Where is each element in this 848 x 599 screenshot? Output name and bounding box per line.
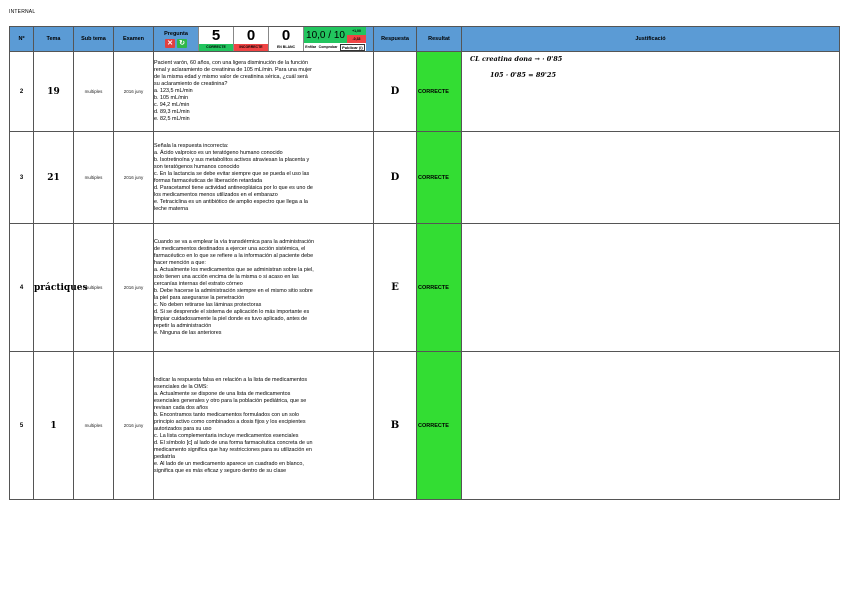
header-pregunta — [154, 27, 374, 52]
table-row — [10, 224, 840, 352]
question-line: significa que es más eficaz y seguro dentro de su clase — [154, 467, 287, 474]
table-row — [10, 352, 840, 500]
question-line: b. 105 mL/min — [154, 95, 189, 101]
question-line: b. Isotretinoína y sus metabolitos activos atraviesan la placenta y — [154, 156, 310, 163]
question-line: medicamento significa que hay restricciones para su utilización en — [154, 446, 312, 453]
question-line: esenciales generales y otro para la población pediátrica, que se — [154, 397, 307, 404]
score-minus[interactable]: -0,33 — [347, 35, 366, 43]
resultat-label: CORRECTE — [418, 174, 449, 181]
question-line: e. Tetraciclina es un antibiótico de amplio espectro que llega a la — [154, 198, 308, 205]
correct-count: 5 — [211, 27, 221, 44]
comprobar-label[interactable]: Comprobar — [318, 45, 338, 49]
table-row — [10, 52, 840, 132]
question-line: revisan cada dos años — [154, 404, 208, 411]
header-justificacio[interactable]: Justificació — [462, 27, 840, 52]
header-subtema[interactable]: Sub tema — [74, 27, 114, 52]
question-line: a. Actualmente se dispone de una lista de medicamentos — [154, 390, 291, 397]
header-resultat[interactable]: Resultat — [417, 27, 462, 52]
question-line: e. Ninguna de las anteriores — [154, 329, 222, 336]
row-subtema-cell[interactable]: multiples — [74, 224, 114, 352]
question-line: c. No deben retirarse las láminas protectoras — [154, 301, 262, 308]
header-examen[interactable]: Examen — [114, 27, 154, 52]
question-line: la piel para asegurarse la penetración — [154, 294, 245, 301]
question-line: solo tienen una acción encima de la misma o si acaso en las — [154, 273, 299, 280]
row-question-cell[interactable] — [154, 132, 374, 224]
row-tema-cell[interactable]: 1 — [34, 352, 74, 500]
header-tema[interactable]: Tema — [34, 27, 74, 52]
row-resultat-cell[interactable] — [417, 352, 462, 500]
row-respuesta-cell[interactable]: D — [374, 132, 417, 224]
score-box — [303, 27, 366, 51]
row-examen-cell[interactable]: 2016 juny — [114, 352, 154, 500]
question-line: d. El símbolo [c] al lado de una forma farmacéutica concreta de un — [154, 439, 313, 446]
question-line: Pacient varón, 60 años, con una ligera disminución de la función — [154, 60, 309, 66]
handwritten-note: CL creatina dona → · 0'85 — [470, 55, 563, 63]
row-tema-cell[interactable]: 21 — [34, 132, 74, 224]
question-line: Indicar la respuesta falsa en relación a la lista de medicamentos — [154, 376, 308, 383]
question-line: de medicamentos destinados a ejercer una acción sistémica, el — [154, 245, 306, 252]
header-row — [10, 27, 840, 52]
score-value: 10,0 / 10 — [304, 27, 347, 43]
blank-counter — [268, 27, 303, 51]
blank-caption: EN BLANC — [269, 44, 303, 51]
row-tema-cell[interactable]: 19 — [34, 52, 74, 132]
score-plus[interactable]: +1,00 — [347, 27, 366, 35]
handwritten-note: 105 · 0'85 = 89'25 — [490, 71, 556, 79]
resultat-label: CORRECTE — [418, 88, 449, 95]
resultat-label: CORRECTE — [418, 422, 449, 429]
header-respuesta[interactable]: Respuesta — [374, 27, 417, 52]
question-line: c. 94,2 mL/min — [154, 102, 190, 108]
sheet-classification-label: INTERNAL — [9, 9, 36, 15]
row-tema-cell[interactable]: práctiques — [34, 224, 74, 352]
question-line: b. Debe hacerse la administración siempre en el mismo sitio sobre — [154, 287, 313, 294]
table-row — [10, 132, 840, 224]
question-line: de la misma edad y mismo valor de creatinina sérica, ¿cuál será — [154, 74, 308, 80]
question-line: cercanías internas del estrato córneo — [154, 280, 243, 287]
question-line: b. Encontramos tanto medicamentos formulados con un solo — [154, 411, 300, 418]
incorrect-caption: INCORRECTE — [234, 44, 268, 51]
question-line: d. Paracetamol tiene actividad antineoplásica por lo que es uno de — [154, 184, 313, 191]
row-respuesta-cell[interactable]: E — [374, 224, 417, 352]
question-line: d. Si se desprende el sistema de aplicación lo más importante es — [154, 308, 310, 315]
question-line: farmacéutico en lo que se refiere a la información al paciente debe — [154, 252, 314, 259]
question-line: hacer mención a que: — [154, 259, 206, 266]
row-respuesta-cell[interactable]: D — [374, 52, 417, 132]
row-justificacio-cell[interactable] — [462, 224, 840, 352]
row-examen-cell[interactable]: 2016 juny — [114, 132, 154, 224]
question-line: c. En la lactancia se debe evitar siempre que se pueda el uso las — [154, 170, 310, 177]
row-resultat-cell[interactable] — [417, 132, 462, 224]
question-line: e. 82,5 mL/min — [154, 116, 190, 122]
row-subtema-cell[interactable]: multiples — [74, 52, 114, 132]
row-resultat-cell[interactable] — [417, 224, 462, 352]
question-line: renal y aclaramiento de creatinina de 105 mL/min. Para una mujer — [154, 67, 312, 73]
header-num[interactable]: Nº — [10, 27, 34, 52]
row-question-cell[interactable] — [154, 352, 374, 500]
question-line: su aclaramiento de creatinina? — [154, 81, 228, 87]
question-line: formas farmacéuticas de liberación retardada — [154, 177, 263, 184]
question-line: c. La lista complementaria incluye medicamentos esenciales — [154, 432, 299, 439]
question-line: los medicamentos menos utilizados en el embarazo — [154, 191, 278, 198]
question-line: d. 89,3 mL/min — [154, 109, 190, 115]
question-line: e. Al lado de un medicamento aparece un cuadrado en blanco, — [154, 460, 304, 467]
question-line: principio activo como combinados a dosis fijos y los excipientes — [154, 418, 306, 425]
question-line: leche materna — [154, 205, 189, 212]
row-question-cell[interactable] — [154, 224, 374, 352]
correct-counter — [198, 27, 233, 51]
row-num-cell[interactable]: 2 — [10, 52, 34, 132]
blank-count: 0 — [281, 27, 291, 44]
question-line: a. 123,5 mL/min — [154, 88, 193, 94]
question-line: repetir la administración — [154, 322, 212, 329]
question-line: a. Actualmente los medicamentos que se administran sobre la piel, — [154, 266, 314, 273]
resultat-label: CORRECTE — [418, 284, 449, 291]
row-subtema-cell[interactable]: multiples — [74, 352, 114, 500]
questions-table — [9, 26, 840, 500]
row-subtema-cell[interactable]: multiples — [74, 132, 114, 224]
row-justificacio-cell[interactable] — [462, 132, 840, 224]
publish-button[interactable]: Publicar (i) — [342, 44, 363, 50]
row-justificacio-cell[interactable] — [462, 52, 840, 132]
refresh-icon[interactable]: ↻ — [177, 39, 187, 48]
question-line: esenciales de la OMS: — [154, 383, 208, 390]
question-line: son teratógenos humanos conocido — [154, 163, 240, 170]
correct-caption: CORRECTE — [199, 44, 233, 51]
pregunta-title: Pregunta — [164, 30, 188, 37]
row-num-cell[interactable]: 4 — [10, 224, 34, 352]
enfilar-label[interactable]: Enfilar — [305, 45, 317, 49]
row-question-cell[interactable] — [154, 52, 374, 132]
question-line: autorizados para su uso — [154, 425, 212, 432]
row-examen-cell[interactable]: 2016 juny — [114, 224, 154, 352]
row-examen-cell[interactable]: 2016 juny — [114, 52, 154, 132]
row-respuesta-cell[interactable]: B — [374, 352, 417, 500]
delete-icon[interactable]: ✕ — [165, 39, 175, 48]
row-num-cell[interactable]: 3 — [10, 132, 34, 224]
question-line: Señala la respuesta incorrecta: — [154, 142, 229, 149]
row-num-cell[interactable]: 5 — [10, 352, 34, 500]
question-line: pediatría — [154, 453, 175, 460]
question-line: Cuando se va a emplear la vía transdérmica para la administración — [154, 238, 315, 245]
row-resultat-cell[interactable] — [417, 52, 462, 132]
incorrect-counter — [233, 27, 268, 51]
question-line: a. Ácido valproico es un teratógeno humano conocido — [154, 149, 283, 156]
row-justificacio-cell[interactable] — [462, 352, 840, 500]
incorrect-count: 0 — [246, 27, 256, 44]
question-line: limpiar cuidadosamente la piel donde es tuvo aplicado, antes de — [154, 315, 308, 322]
